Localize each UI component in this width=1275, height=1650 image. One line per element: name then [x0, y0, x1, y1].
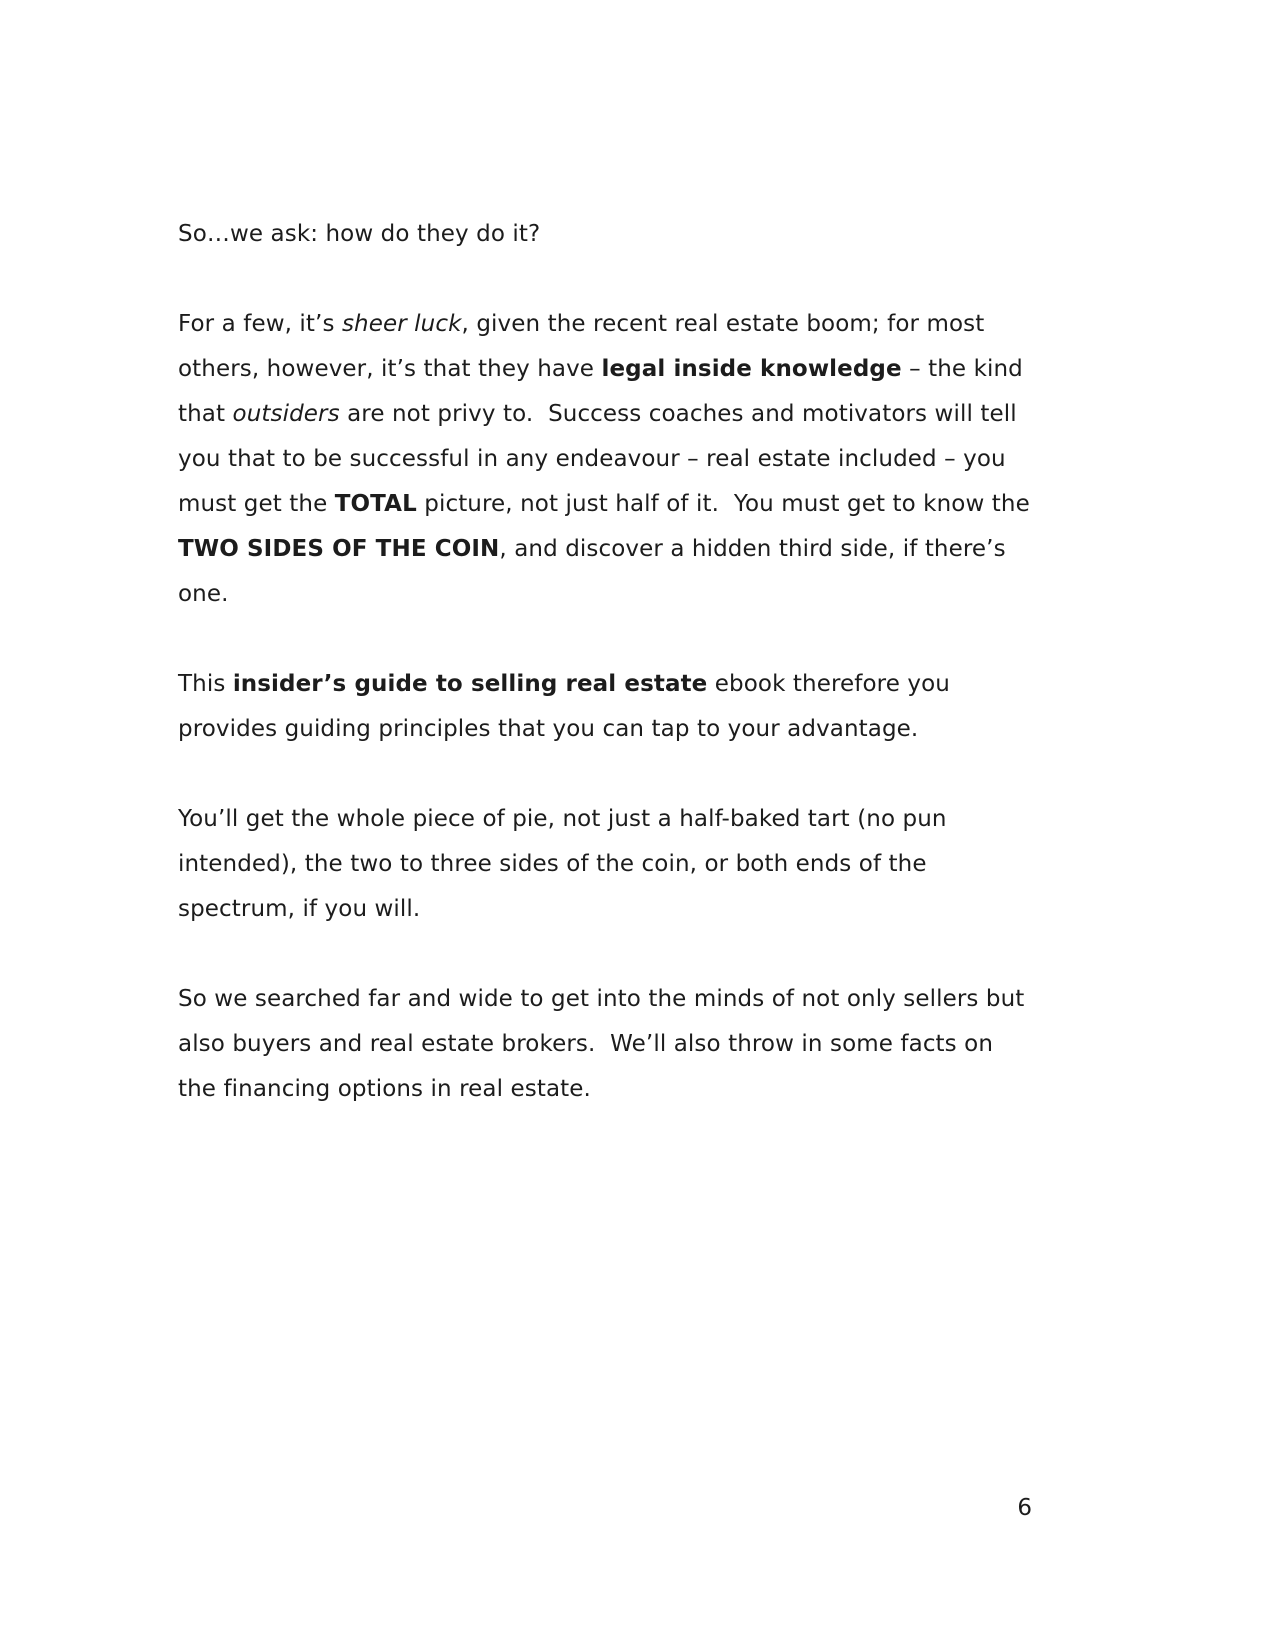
italic-phrase: outsiders: [232, 401, 340, 427]
text-segment: You’ll get the whole piece of pie, not just a half-baked tart (no pun intended), the two to three sides of the coin, or both ends of the spectrum, if you will.: [178, 806, 955, 922]
page-number: 6: [1017, 1495, 1032, 1521]
text-segment: – the kind that: [178, 356, 1031, 427]
text-segment: , and discover a hidden third side, if there’s one.: [178, 536, 1014, 607]
text-segment: So…we ask: how do they do it?: [178, 221, 541, 247]
text-segment: , given the recent real estate boom; for most others, however, it’s that they have: [178, 311, 992, 382]
paragraph: [178, 797, 1038, 932]
bold-phrase: insider’s guide to selling real estate: [232, 671, 708, 697]
bold-phrase: TWO SIDES OF THE COIN: [178, 536, 500, 562]
paragraph: [178, 302, 1038, 617]
text-segment: picture, not just half of it. You must get to know the: [416, 491, 1038, 517]
text-segment: So we searched far and wide to get into the minds of not only sellers but also buyers and real estate brokers. We’ll also throw in some facts on the financing options in real estate.: [178, 986, 1032, 1102]
text-segment: This: [178, 671, 233, 697]
paragraph: [178, 977, 1038, 1112]
text-segment: ebook therefore you provides guiding principles that you can tap to your advantage.: [178, 671, 958, 742]
text-segment: For a few, it’s: [178, 311, 342, 337]
bold-phrase: TOTAL: [334, 491, 417, 517]
italic-phrase: sheer luck: [341, 311, 462, 337]
text-segment: are not privy to. Success coaches and motivators will tell you that to be successful in any endeavour – real estate included – you must get the: [178, 401, 1025, 517]
bold-phrase: legal inside knowledge: [601, 356, 902, 382]
paragraph: [178, 212, 1038, 257]
paragraph: [178, 662, 1038, 752]
body-text: [178, 212, 1038, 1112]
